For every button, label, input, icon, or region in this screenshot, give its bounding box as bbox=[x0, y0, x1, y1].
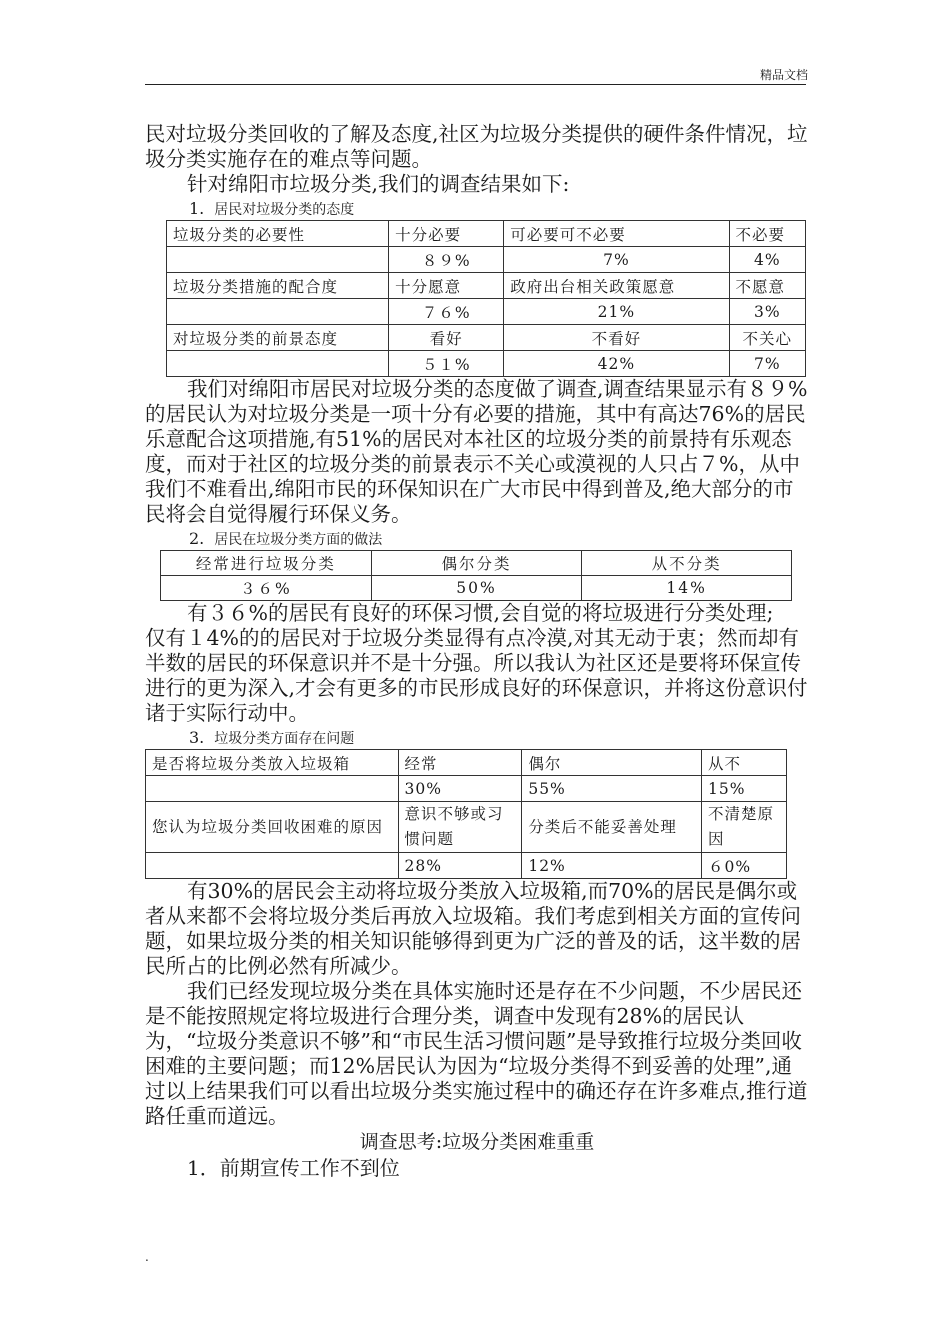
table-cell bbox=[146, 853, 399, 879]
table-cell bbox=[167, 299, 389, 325]
table-cell: 垃圾分类的必要性 bbox=[167, 221, 389, 247]
table-cell: 从不分类 bbox=[582, 551, 792, 576]
table-row bbox=[146, 776, 787, 802]
section-title: 居民对垃圾分类的态度 bbox=[214, 202, 355, 218]
table-cell: 4% bbox=[729, 247, 805, 273]
table-cell: ６0% bbox=[702, 853, 787, 879]
table-cell: 意识不够或习惯问题 bbox=[398, 802, 522, 853]
table-row bbox=[167, 299, 806, 325]
table-cell: 不必要 bbox=[729, 221, 805, 247]
reflection-title: 调查思考:垃圾分类困难重重 bbox=[359, 1131, 595, 1153]
table-row bbox=[146, 750, 787, 776]
problems-table bbox=[145, 749, 787, 879]
table-cell bbox=[167, 247, 389, 273]
table-cell: 十分愿意 bbox=[389, 273, 504, 299]
section-number: 3. bbox=[189, 728, 205, 747]
paragraph-results-lead: 针对绵阳市垃圾分类,我们的调查结果如下: bbox=[187, 172, 570, 196]
table-cell: 不清楚原因 bbox=[702, 802, 787, 853]
paragraph-attitude-analysis: 我们对绵阳市居民对垃圾分类的态度做了调查,调查结果显示有８９%的居民认为对垃圾分类是一项十分有必要的措施，其中有高达76%的居民乐意配合这项措施,有51%的居民对本社区的垃圾分类的前景持有乐观态度，而对于社区的垃圾分类的前景表示不关心或漠视的人只占７%，从中我们不难看出,绵阳市民的环保知识在广大市民中得到普及,绝大部分的市民将会自觉得履行环保义务。 bbox=[145, 377, 808, 526]
table-cell: 是否将垃圾分类放入垃圾箱 bbox=[146, 750, 399, 776]
table-cell: 21% bbox=[504, 299, 729, 325]
table-cell: 55% bbox=[522, 776, 702, 802]
table-cell: 看好 bbox=[389, 325, 504, 351]
practice-table bbox=[160, 550, 792, 601]
table-cell: 不关心 bbox=[729, 325, 805, 351]
table-cell: 偶尔分类 bbox=[371, 551, 582, 576]
section-title: 垃圾分类方面存在问题 bbox=[214, 731, 355, 747]
table-cell bbox=[167, 351, 389, 377]
table-cell: 分类后不能妥善处理 bbox=[522, 802, 702, 853]
table-row bbox=[167, 325, 806, 351]
table-row bbox=[167, 273, 806, 299]
footer-dot: . bbox=[145, 1250, 149, 1264]
table-cell: 十分必要 bbox=[389, 221, 504, 247]
section-2-heading bbox=[189, 529, 809, 550]
table-cell: 政府出台相关政策愿意 bbox=[504, 273, 729, 299]
table-cell: 不愿意 bbox=[729, 273, 805, 299]
paragraph-problems: 我们已经发现垃圾分类在具体实施时还是存在不少问题，不少居民还是不能按照规定将垃圾进行合理分类，调查中发现有28%的居民认为，“垃圾分类意识不够”和“市民生活习惯问题”是导致推行垃圾分类回收困难的主要问题；而12%居民认为因为“垃圾分类得不到妥善的处理”,通过以上结果我们可以看出垃圾分类实施过程中的确还存在许多难点,推行道路任重而道远。 bbox=[145, 979, 808, 1128]
table-cell: 不看好 bbox=[504, 325, 729, 351]
table-cell: ３６% bbox=[161, 576, 372, 601]
table-cell: 可必要可不必要 bbox=[504, 221, 729, 247]
table-cell: ５１% bbox=[389, 351, 504, 377]
table-cell: 经常 bbox=[398, 750, 522, 776]
table-cell: 垃圾分类措施的配合度 bbox=[167, 273, 389, 299]
table-row bbox=[146, 853, 787, 879]
table-cell: 14% bbox=[582, 576, 792, 601]
table-cell: ７６% bbox=[389, 299, 504, 325]
table-cell: 12% bbox=[522, 853, 702, 879]
table-row bbox=[146, 802, 787, 853]
table-cell bbox=[146, 776, 399, 802]
table-row bbox=[167, 247, 806, 273]
section-1-heading bbox=[189, 199, 809, 220]
table-row bbox=[167, 351, 806, 377]
paragraph-habit: 有３６%的居民有良好的环保习惯,会自觉的将垃圾进行分类处理; bbox=[187, 601, 774, 625]
section-number: 2. bbox=[189, 529, 205, 548]
table-cell: 42% bbox=[504, 351, 729, 377]
table-row bbox=[161, 576, 792, 601]
table-cell: 偶尔 bbox=[522, 750, 702, 776]
table-cell: 7% bbox=[504, 247, 729, 273]
paragraph-intro: 民对垃圾分类回收的了解及态度,社区为垃圾分类提供的硬件条件情况，垃圾分类实施存在的难点等问题。 bbox=[145, 122, 808, 171]
document-body bbox=[145, 122, 809, 1181]
header-tag: 精品文档 bbox=[759, 68, 808, 82]
table-cell: 3% bbox=[729, 299, 805, 325]
section-number: 1. bbox=[189, 199, 205, 218]
table-cell: 从不 bbox=[702, 750, 787, 776]
table-row bbox=[161, 551, 792, 576]
table-cell: 经常进行垃圾分类 bbox=[161, 551, 372, 576]
section-title: 居民在垃圾分类方面的做法 bbox=[214, 532, 383, 548]
table-cell: 50% bbox=[371, 576, 582, 601]
section-3-heading bbox=[189, 728, 809, 749]
table-cell: 30% bbox=[398, 776, 522, 802]
header-rule bbox=[145, 84, 806, 85]
table-row bbox=[167, 221, 806, 247]
table-cell: 15% bbox=[702, 776, 787, 802]
table-cell: 7% bbox=[729, 351, 805, 377]
table-cell: 28% bbox=[398, 853, 522, 879]
reflection-item-1: 1．前期宣传工作不到位 bbox=[187, 1156, 400, 1180]
attitude-table bbox=[166, 220, 806, 377]
paragraph-bin-usage: 有30%的居民会主动将垃圾分类放入垃圾箱,而70%的居民是偶尔或者从来都不会将垃圾分类后再放入垃圾箱。我们考虑到相关方面的宣传问题，如果垃圾分类的相关知识能够得到更为广泛的普及的话，这半数的居民所占的比例必然有所减少。 bbox=[145, 879, 801, 978]
paragraph-indifference: 仅有１4%的的居民对于垃圾分类显得有点冷漠,对其无动于衷；然而却有半数的居民的环保意识并不是十分强。所以我认为社区还是要将环保宣传进行的更为深入,才会有更多的市民形成良好的环保意识，并将这份意识付诸于实际行动中。 bbox=[145, 626, 808, 725]
table-cell: ８９% bbox=[389, 247, 504, 273]
table-cell: 您认为垃圾分类回收困难的原因 bbox=[146, 802, 399, 853]
table-cell: 对垃圾分类的前景态度 bbox=[167, 325, 389, 351]
